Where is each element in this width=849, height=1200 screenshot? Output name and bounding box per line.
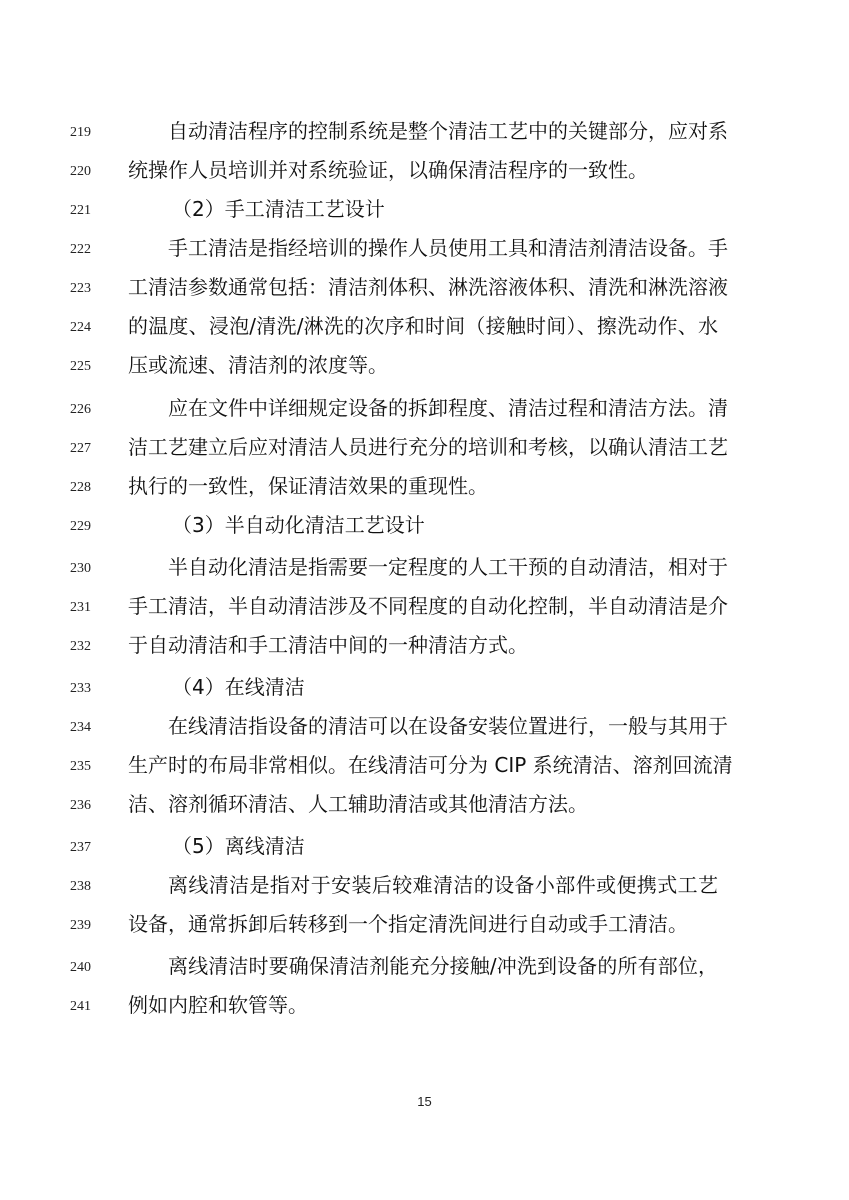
text-line bbox=[0, 789, 849, 819]
line-number: 225 bbox=[70, 359, 91, 374]
section-heading: （2）手工清洁工艺设计 bbox=[172, 197, 385, 221]
text-line bbox=[0, 711, 849, 741]
text-line bbox=[0, 116, 849, 146]
line-number: 221 bbox=[70, 203, 91, 218]
text-line bbox=[0, 591, 849, 621]
line-number: 224 bbox=[70, 320, 91, 335]
line-text: 的温度、浸泡/清洗/淋洗的次序和时间（接触时间）、擦洗动作、水 bbox=[128, 314, 718, 338]
text-line bbox=[0, 552, 849, 582]
line-text: 生产时的布局非常相似。在线清洁可分为 CIP 系统清洁、溶剂回流清 bbox=[128, 753, 733, 777]
text-line bbox=[0, 233, 849, 263]
line-number: 220 bbox=[70, 164, 91, 179]
line-text: 半自动化清洁是指需要一定程度的人工干预的自动清洁，相对于 bbox=[168, 555, 728, 579]
text-line bbox=[0, 471, 849, 501]
line-text: 于自动清洁和手工清洁中间的一种清洁方式。 bbox=[128, 633, 528, 657]
text-line bbox=[0, 311, 849, 341]
text-line bbox=[0, 750, 849, 780]
line-text: 压或流速、清洁剂的浓度等。 bbox=[128, 353, 388, 377]
text-line bbox=[0, 831, 849, 861]
line-number: 228 bbox=[70, 480, 91, 495]
text-line bbox=[0, 432, 849, 462]
text-line bbox=[0, 909, 849, 939]
line-text: 工清洁参数通常包括：清洁剂体积、淋洗溶液体积、清洗和淋洗溶液 bbox=[128, 275, 728, 299]
line-number: 237 bbox=[70, 840, 91, 855]
line-text: 统操作人员培训并对系统验证，以确保清洁程序的一致性。 bbox=[128, 158, 648, 182]
text-line bbox=[0, 870, 849, 900]
line-text: 洁工艺建立后应对清洁人员进行充分的培训和考核，以确认清洁工艺 bbox=[128, 435, 728, 459]
line-number: 223 bbox=[70, 281, 91, 296]
line-number: 222 bbox=[70, 242, 91, 257]
line-number: 234 bbox=[70, 720, 91, 735]
line-text: 设备，通常拆卸后转移到一个指定清洗间进行自动或手工清洁。 bbox=[128, 912, 688, 936]
text-line bbox=[0, 393, 849, 423]
line-text: 洁、溶剂循环清洁、人工辅助清洁或其他清洁方法。 bbox=[128, 792, 588, 816]
text-line bbox=[0, 194, 849, 224]
line-text: 自动清洁程序的控制系统是整个清洁工艺中的关键部分，应对系 bbox=[168, 119, 728, 143]
text-line bbox=[0, 272, 849, 302]
line-text: 手工清洁是指经培训的操作人员使用工具和清洁剂清洁设备。手 bbox=[168, 236, 728, 260]
section-heading: （4）在线清洁 bbox=[172, 675, 305, 699]
line-text: 离线清洁是指对于安装后较难清洁的设备小部件或便携式工艺 bbox=[168, 873, 718, 897]
text-line bbox=[0, 630, 849, 660]
line-text: 在线清洁指设备的清洁可以在设备安装位置进行，一般与其用于 bbox=[168, 714, 728, 738]
line-text: 离线清洁时要确保清洁剂能充分接触/冲洗到设备的所有部位， bbox=[168, 954, 718, 978]
text-line bbox=[0, 990, 849, 1020]
section-heading: （3）半自动化清洁工艺设计 bbox=[172, 513, 425, 537]
line-number: 240 bbox=[70, 960, 91, 975]
line-number: 235 bbox=[70, 759, 91, 774]
text-line bbox=[0, 510, 849, 540]
line-number: 233 bbox=[70, 681, 91, 696]
line-number: 231 bbox=[70, 600, 91, 615]
line-number: 241 bbox=[70, 999, 91, 1014]
line-text: 例如内腔和软管等。 bbox=[128, 993, 308, 1017]
line-text: 手工清洁，半自动清洁涉及不同程度的自动化控制，半自动清洁是介 bbox=[128, 594, 728, 618]
line-number: 227 bbox=[70, 441, 91, 456]
line-number: 238 bbox=[70, 879, 91, 894]
line-number: 232 bbox=[70, 639, 91, 654]
line-text: 应在文件中详细规定设备的拆卸程度、清洁过程和清洁方法。清 bbox=[168, 396, 728, 420]
text-line bbox=[0, 672, 849, 702]
line-text: 执行的一致性，保证清洁效果的重现性。 bbox=[128, 474, 488, 498]
line-number: 226 bbox=[70, 402, 91, 417]
line-number: 239 bbox=[70, 918, 91, 933]
section-heading: （5）离线清洁 bbox=[172, 834, 305, 858]
text-line bbox=[0, 350, 849, 380]
line-number: 229 bbox=[70, 519, 91, 534]
line-number: 230 bbox=[70, 561, 91, 576]
text-line bbox=[0, 951, 849, 981]
page-number: 15 bbox=[417, 1094, 432, 1109]
line-number: 219 bbox=[70, 125, 91, 140]
text-line bbox=[0, 155, 849, 185]
line-number: 236 bbox=[70, 798, 91, 813]
